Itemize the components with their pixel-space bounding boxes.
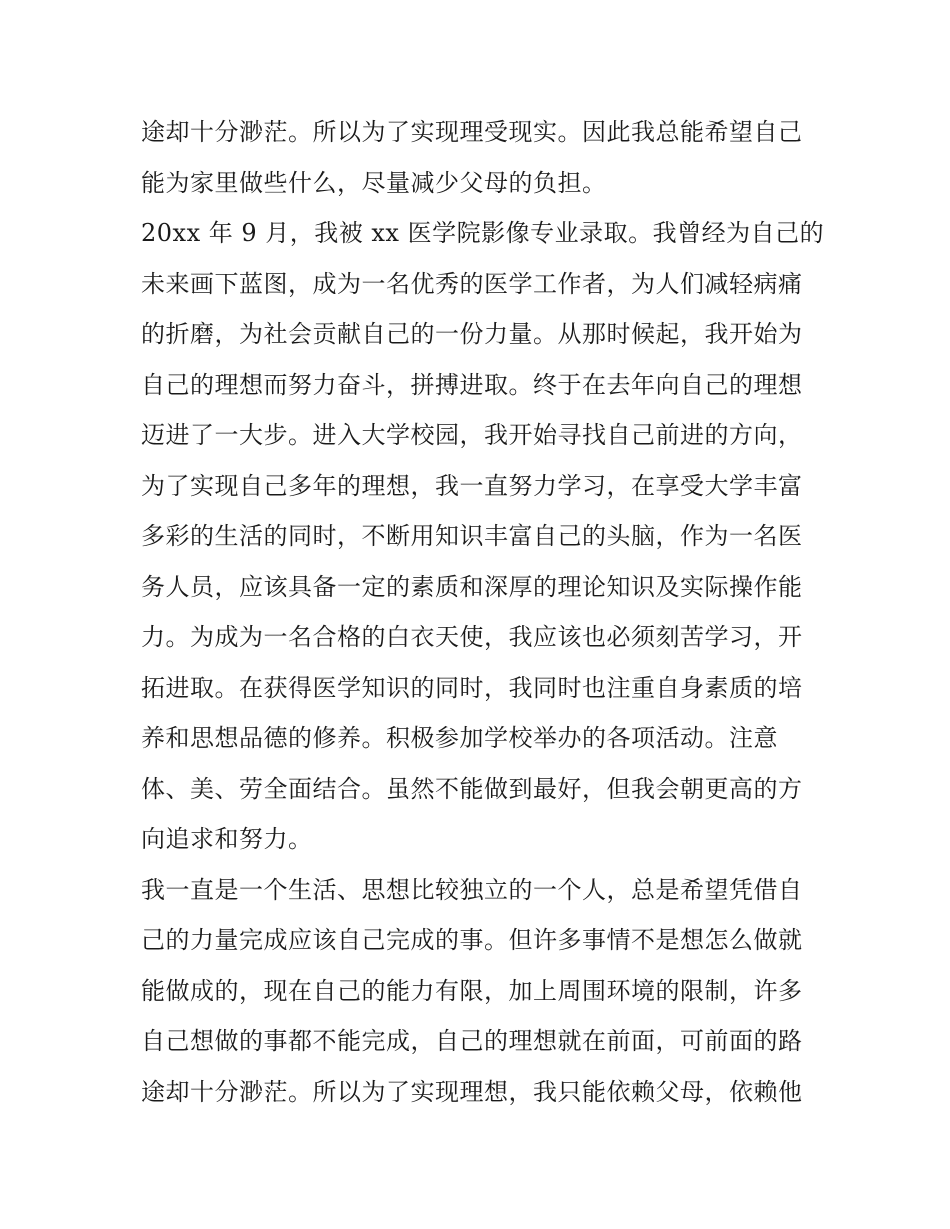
text-line: 途却十分渺茫。所以为了实现理受现实。因此我总能希望自己: [141, 118, 803, 146]
text-line: 为了实现自己多年的理想，我一直努力学习，在享受大学丰富: [141, 471, 803, 500]
text-line: 的折磨，为社会贡献自己的一份力量。从那时候起，我开始为: [141, 320, 803, 348]
text-line: 拓进取。在获得医学知识的同时，我同时也注重自身素质的培: [141, 673, 803, 702]
text-line: 我一直是一个生活、思想比较独立的一个人，总是希望凭借自: [141, 875, 803, 904]
text-line: 迈进了一大步。进入大学校园，我开始寻找自己前进的方向，: [141, 421, 803, 449]
text-line: 己的力量完成应该自己完成的事。但许多事情不是想怎么做就: [141, 926, 803, 954]
text-line: 20xx 年 9 月，我被 xx 医学院影像专业录取。我曾经为自己的: [141, 219, 825, 247]
text-line: 能做成的，现在自己的能力有限，加上周围环境的限制，许多: [141, 976, 803, 1005]
text-line: 多彩的生活的同时，不断用知识丰富自己的头脑，作为一名医: [141, 522, 803, 550]
text-line: 力。为成为一名合格的白衣天使，我应该也必须刻苦学习，开: [141, 623, 803, 651]
text-line: 途却十分渺茫。所以为了实现理想，我只能依赖父母，依赖他: [141, 1077, 803, 1106]
text-line: 养和思想品德的修养。积极参加学校举办的各项活动。注意: [141, 724, 778, 752]
text-line: 未来画下蓝图，成为一名优秀的医学工作者，为人们减轻病痛: [141, 269, 803, 298]
document-body-text: [141, 107, 825, 1117]
text-line: 务人员，应该具备一定的素质和深厚的理论知识及实际操作能: [141, 572, 803, 601]
text-line: 向追求和努力。: [141, 825, 313, 853]
text-line: 体、美、劳全面结合。虽然不能做到最好，但我会朝更高的方: [141, 774, 803, 803]
text-line: 自己想做的事都不能完成，自己的理想就在前面，可前面的路: [141, 1027, 803, 1055]
text-line: 能为家里做些什么，尽量减少父母的负担。: [141, 168, 607, 197]
text-line: 自己的理想而努力奋斗，拼搏进取。终于在去年向自己的理想: [141, 370, 803, 399]
